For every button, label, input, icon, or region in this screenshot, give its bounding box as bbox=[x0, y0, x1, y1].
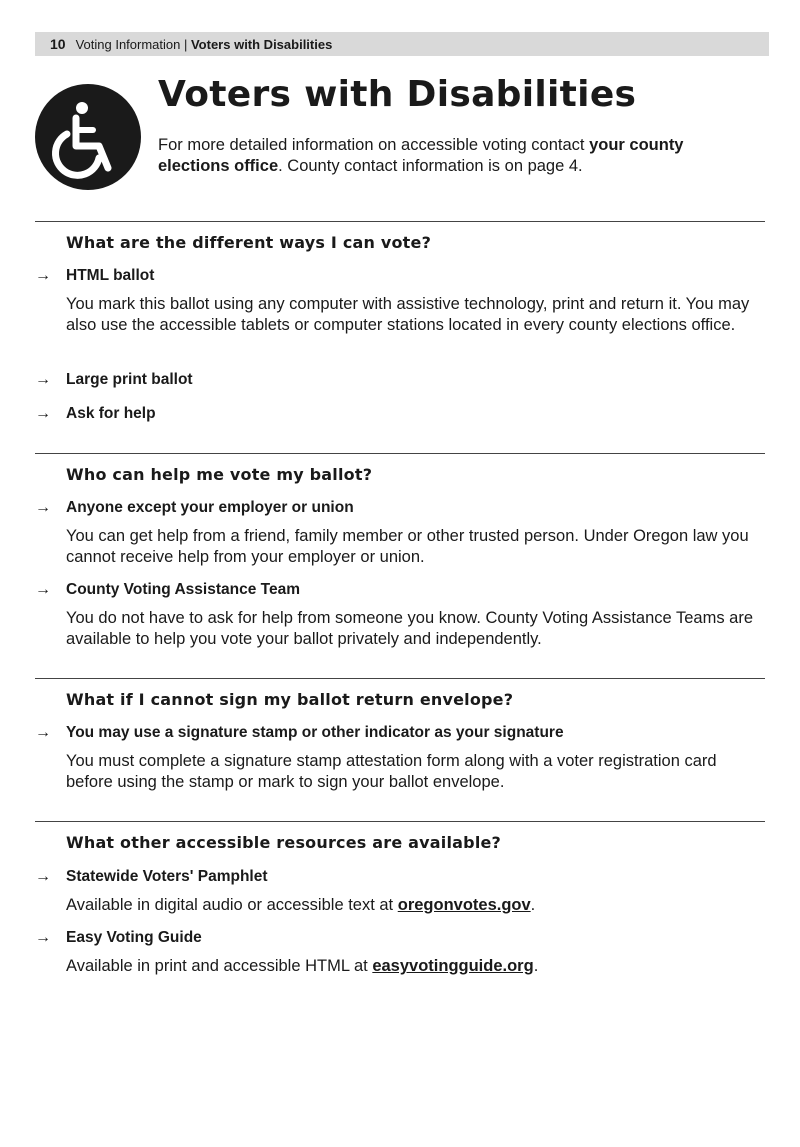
desc-text: Available in digital audio or accessible text at bbox=[66, 896, 398, 914]
breadcrumb-section: Voters with Disabilities bbox=[190, 37, 333, 52]
section-ways-to-vote bbox=[35, 221, 765, 442]
item-label: County Voting Assistance Team bbox=[66, 581, 300, 598]
item-description: You mark this ballot using any computer with assistive technology, print and return it. You may also use the accessible tablets or computer stations located in every county elections office. bbox=[66, 295, 750, 334]
item-label: Easy Voting Guide bbox=[66, 929, 202, 946]
section-signature bbox=[35, 678, 765, 809]
desc-text: Available in print and accessible HTML at bbox=[66, 957, 373, 975]
section-heading: What if I cannot sign my ballot return envelope? bbox=[66, 690, 514, 709]
arrow-icon: → bbox=[35, 267, 51, 284]
oregonvotes-link[interactable]: oregonvotes.gov bbox=[397, 896, 531, 914]
page-title: Voters with Disabilities bbox=[158, 74, 637, 115]
item-description bbox=[66, 895, 766, 916]
item-label: Anyone except your employer or union bbox=[66, 499, 354, 516]
arrow-icon: → bbox=[35, 868, 51, 885]
item-label: Ask for help bbox=[66, 405, 156, 422]
section-resources bbox=[35, 821, 765, 992]
arrow-icon: → bbox=[35, 405, 51, 422]
item-description: You do not have to ask for help from someone you know. County Voting Assistance Teams are available to help you vote your ballot privately and independently. bbox=[66, 609, 753, 648]
item-description: You can get help from a friend, family member or other trusted person. Under Oregon law you cannot receive help from your employer or union. bbox=[66, 527, 749, 566]
easyvotingguide-link[interactable]: easyvotingguide.org bbox=[372, 957, 534, 975]
arrow-icon: → bbox=[35, 724, 51, 741]
arrow-icon: → bbox=[35, 929, 51, 946]
arrow-icon: → bbox=[35, 371, 51, 388]
arrow-icon: → bbox=[35, 581, 51, 598]
intro-bold: your county elections office bbox=[158, 136, 684, 175]
arrow-icon: → bbox=[35, 499, 51, 516]
item-label: Large print ballot bbox=[66, 371, 193, 388]
item-label: You may use a signature stamp or other indicator as your signature bbox=[66, 724, 564, 741]
desc-suffix: . bbox=[533, 957, 539, 975]
breadcrumb-prefix: Voting Information | bbox=[75, 37, 191, 52]
page-number: 10 bbox=[50, 36, 66, 52]
section-heading: Who can help me vote my ballot? bbox=[66, 465, 373, 484]
item-label: HTML ballot bbox=[66, 267, 155, 284]
section-heading: What are the different ways I can vote? bbox=[66, 233, 432, 252]
desc-suffix: . bbox=[530, 896, 536, 914]
section-heading: What other accessible resources are available? bbox=[66, 833, 502, 852]
wheelchair-accessibility-icon bbox=[35, 84, 141, 190]
intro-text-1: For more detailed information on accessible voting contact bbox=[158, 136, 590, 154]
intro-paragraph bbox=[158, 135, 748, 177]
section-who-can-help bbox=[35, 453, 765, 664]
item-description bbox=[66, 956, 766, 977]
running-header bbox=[35, 32, 769, 56]
item-label: Statewide Voters' Pamphlet bbox=[66, 868, 268, 885]
intro-text-2: . County contact information is on page 4. bbox=[278, 157, 583, 175]
item-description: You must complete a signature stamp attestation form along with a voter registration card before using the stamp or mark to sign your ballot envelope. bbox=[66, 752, 717, 791]
